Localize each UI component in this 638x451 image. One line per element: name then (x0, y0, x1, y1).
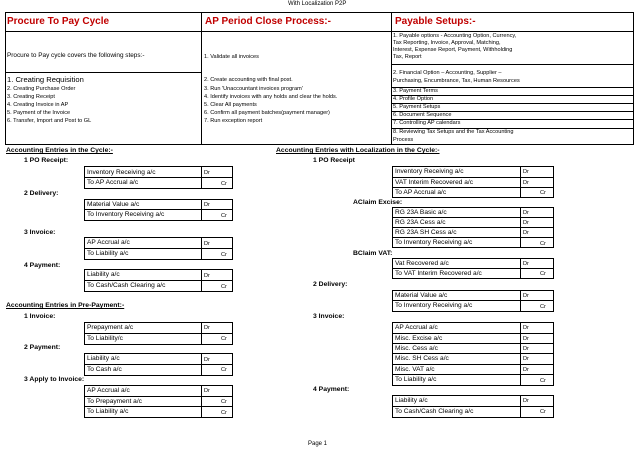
ledger-entry: To Inventory Receiving a/c (395, 302, 473, 309)
col2-step: 7. Run exception report (204, 118, 263, 124)
right-section-heading: Accounting Entries with Localization in the Cycle:- (276, 147, 440, 154)
cr-label: Cr (540, 378, 546, 384)
cr-label: Cr (540, 190, 546, 196)
step-number: 1 (24, 157, 28, 164)
ledger-entry: Vat Recovered a/c (395, 260, 449, 267)
dr-label: Dr (204, 170, 210, 176)
col1-step: 2. Creating Purchase Order (7, 86, 76, 92)
dr-label: Dr (204, 388, 210, 394)
step-label: Claim Excise: (357, 199, 403, 206)
ledger-entry: VAT Interim Recovered a/c (395, 179, 474, 186)
dr-label: Dr (523, 220, 529, 226)
ledger-entry: To VAT Interim Recovered a/c (395, 270, 482, 277)
dr-label: Dr (523, 169, 529, 175)
step-number: 1 (313, 157, 317, 164)
step-label: Delivery: (29, 190, 59, 197)
ledger-entry: To Inventory Receiving a/c (395, 239, 473, 246)
col3-item: Process (393, 137, 414, 143)
cr-label: Cr (221, 367, 227, 373)
col3-item: 6. Document Sequence (393, 112, 452, 118)
col3-item: Interest, Expense Report, Payment, Withholding (393, 47, 513, 53)
ledger-entry: Inventory Receiving a/c (87, 169, 156, 176)
dr-label: Dr (523, 180, 529, 186)
step-number: 2 (24, 190, 28, 197)
ledger-entry: To AP Accrual a/c (87, 179, 139, 186)
col3-item: 1. Payable options - Accounting Option, Currency, (393, 33, 517, 39)
ledger-entry: To Prepayment a/c (87, 398, 142, 405)
step-label: Invoice: (29, 229, 56, 236)
dr-label: Dr (523, 346, 529, 352)
ledger-entry: To Cash a/c (87, 366, 122, 373)
col2-step: 5. Clear All payments (204, 102, 257, 108)
col2-step: 1. Validate all invoices (204, 54, 259, 60)
procure-to-pay-title: Procure To Pay Cycle (7, 16, 110, 27)
col1-step: 4. Creating Invoice in AP (7, 102, 69, 108)
cr-label: Cr (221, 213, 227, 219)
col3-item: Tax Reporting, Invoice, Approval, Matching, (393, 40, 501, 46)
step-number: 3 (313, 313, 317, 320)
col2-step: 6. Confirm all payment batches(payment manager) (204, 110, 330, 116)
dr-label: Dr (204, 325, 210, 331)
col1-intro: Procure to Pay cycle covers the following steps:- (7, 52, 145, 59)
ledger-entry: Misc. Excise a/c (395, 335, 443, 342)
ap-period-close-title: AP Period Close Process:- (205, 16, 331, 27)
cr-label: Cr (540, 304, 546, 310)
ledger-entry: To Liability a/c (87, 250, 129, 257)
col1-step: 3. Creating Receipt (7, 94, 55, 100)
step-label: Claim VAT: (357, 250, 393, 257)
page-header: With Localization P2P (288, 1, 347, 7)
ledger-entry: Misc. VAT a/c (395, 366, 435, 373)
step-number: 3 (24, 376, 28, 383)
col3-item: Purchasing, Encumbrance, Tax, Human Resources (393, 78, 520, 84)
step-letter: A (353, 199, 358, 206)
page-footer: Page 1 (308, 441, 328, 447)
col3-item: 5. Payment Setups (393, 104, 441, 110)
step-number: 1 (24, 313, 28, 320)
ledger-entry: To Cash/Cash Clearing a/c (395, 408, 474, 415)
step-number: 4 (24, 262, 28, 269)
dr-label: Dr (204, 357, 210, 363)
col3-item: 7. Controlling AP calendars (393, 120, 461, 126)
cr-label: Cr (221, 252, 227, 258)
step-number: 3 (24, 229, 28, 236)
col2-step: 4. Identify invoices with any holds and clear the holds. (204, 94, 338, 100)
step-number: 2 (24, 344, 28, 351)
payable-setups-title: Payable Setups:- (395, 16, 476, 27)
ledger-entry: To Inventory Receiving a/c (87, 211, 165, 218)
ledger-entry: Liability a/c (87, 271, 120, 278)
cr-label: Cr (540, 271, 546, 277)
ledger-entry: AP Accrual a/c (87, 239, 130, 246)
ledger-entry: Inventory Receiving a/c (395, 168, 464, 175)
step-label: Payment: (29, 344, 61, 351)
dr-label: Dr (523, 325, 529, 331)
ledger-entry: To Cash/Cash Clearing a/c (87, 282, 166, 289)
ledger-entry: To Liability a/c (87, 408, 129, 415)
step-number: 4 (313, 386, 317, 393)
step-label: Delivery: (318, 281, 348, 288)
dr-label: Dr (523, 261, 529, 267)
col1-step: 6. Transfer, Import and Post to GL (7, 118, 92, 124)
ledger-entry: RG 23A SH Cess a/c (395, 229, 457, 236)
step-number: 2 (313, 281, 317, 288)
dr-label: Dr (204, 241, 210, 247)
step-label: Apply to Invoice: (29, 376, 85, 383)
dr-label: Dr (523, 398, 529, 404)
ledger-entry: Liability a/c (395, 397, 428, 404)
col2-step: 2. Create accounting with final post. (204, 77, 293, 83)
ledger-entry: Misc. SH Cess a/c (395, 355, 449, 362)
dr-label: Dr (204, 202, 210, 208)
col3-item: Tax, Report (393, 54, 422, 60)
cr-label: Cr (221, 410, 227, 416)
left-section-heading: Accounting Entries in the Cycle:- (6, 147, 113, 154)
dr-label: Dr (523, 356, 529, 362)
ledger-entry: Material Value a/c (395, 292, 448, 299)
dr-label: Dr (523, 293, 529, 299)
ledger-entry: Prepayment a/c (87, 324, 134, 331)
step-letter: B (353, 250, 358, 257)
step-label: PO Receipt (318, 157, 355, 164)
cr-label: Cr (540, 409, 546, 415)
col1-step: 5. Payment of the Invoice (7, 110, 71, 116)
col3-item: 4. Profile Option (393, 96, 434, 102)
ledger-entry: Material Value a/c (87, 201, 140, 208)
ledger-entry: Liability a/c (87, 355, 120, 362)
ledger-entry: To Liability a/c (395, 376, 437, 383)
ledger-entry: To Liability/c (87, 335, 123, 342)
step-label: Invoice: (29, 313, 56, 320)
cr-label: Cr (221, 181, 227, 187)
dr-label: Dr (523, 230, 529, 236)
step-label: Invoice: (318, 313, 345, 320)
cr-label: Cr (540, 241, 546, 247)
dr-label: Dr (204, 273, 210, 279)
col3-item: 3. Payment Terms (393, 88, 438, 94)
dr-label: Dr (523, 336, 529, 342)
cr-label: Cr (221, 399, 227, 405)
cr-label: Cr (221, 284, 227, 290)
dr-label: Dr (523, 367, 529, 373)
step-label: PO Receipt: (29, 157, 69, 164)
ledger-entry: To AP Accrual a/c (395, 189, 447, 196)
col2-step: 3. Run 'Unaccountant invoices program' (204, 86, 303, 92)
ledger-entry: RG 23A Basic a/c (395, 209, 447, 216)
ledger-entry: Misc. Cess a/c (395, 345, 438, 352)
prepayment-section-heading: Accounting Entries in Pre-Payment:- (6, 302, 125, 309)
ledger-entry: RG 23A Cess a/c (395, 219, 446, 226)
ledger-entry: AP Accrual a/c (87, 387, 130, 394)
col3-item: 8. Reviewing Tax Setups and the Tax Accounting (393, 129, 514, 135)
dr-label: Dr (523, 210, 529, 216)
col1-step: 1. Creating Requisition (7, 75, 84, 84)
ledger-entry: AP Accrual a/c (395, 324, 438, 331)
step-label: Payment: (318, 386, 350, 393)
cr-label: Cr (221, 336, 227, 342)
step-label: Payment: (29, 262, 61, 269)
col3-item: 2. Financial Option – Accounting, Supplier – (393, 70, 502, 76)
